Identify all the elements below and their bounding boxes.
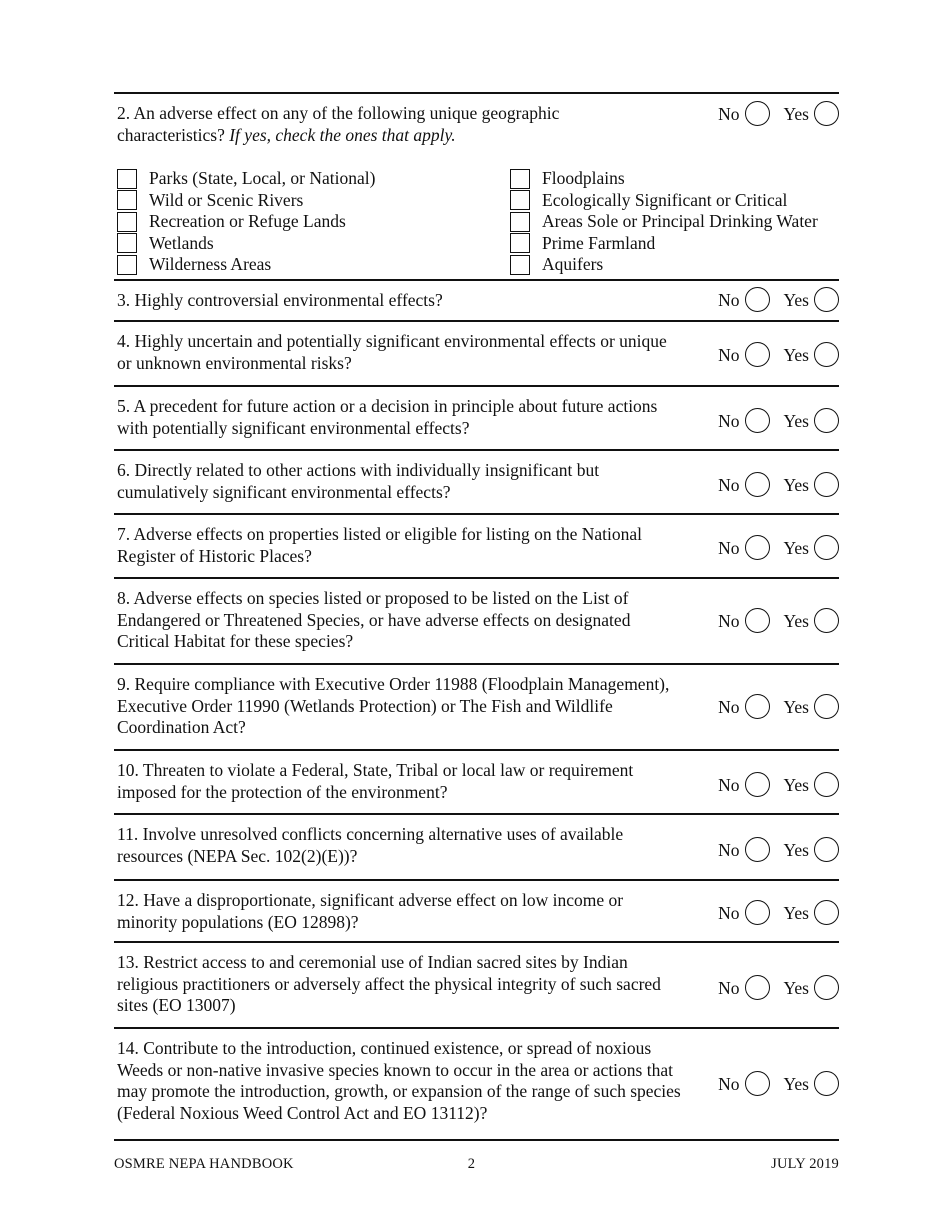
answer-group-13 [718,975,839,1000]
checkbox-list-left [117,168,375,276]
yes-radio[interactable] [814,772,839,797]
no-radio[interactable] [745,472,770,497]
answer-group-11 [718,837,839,862]
answer-group-5 [718,408,839,433]
checkbox-label: Wetlands [149,232,214,253]
footer-date: JULY 2019 [771,1156,839,1172]
no-label: No [718,289,740,310]
footer-handbook-title: OSMRE NEPA HANDBOOK [114,1156,294,1172]
question-text-6: 6. Directly related to other actions with individually insignificant but cumulatively significant environmental effects? [117,460,600,502]
answer-group-8 [718,608,839,633]
no-radio[interactable] [745,535,770,560]
question-text-10: 10. Threaten to violate a Federal, State, Tribal or local law or requirement imposed for the protection of the environment? [117,760,634,802]
question-text-5: 5. A precedent for future action or a decision in principle about future actions with potentially significant environmental effects? [117,396,658,438]
checkbox-list-right [510,168,818,276]
checkbox-item-drinking-water[interactable] [510,211,818,233]
question-row-9 [114,663,839,749]
yes-radio[interactable] [814,408,839,433]
checkbox-label: Wilderness Areas [149,254,272,275]
yes-radio[interactable] [814,837,839,862]
checkbox[interactable] [510,255,530,275]
question-row-10 [114,749,839,813]
checkbox-item-parks[interactable] [117,168,375,190]
question-row-7 [114,513,839,577]
checkbox[interactable] [510,212,530,232]
footer-page-number: 2 [467,1156,476,1172]
yes-label: Yes [783,696,809,717]
no-label: No [718,696,740,717]
yes-radio[interactable] [814,694,839,719]
yes-radio[interactable] [814,1071,839,1096]
checkbox[interactable] [117,169,137,189]
no-radio[interactable] [745,694,770,719]
no-label: No [718,977,740,998]
no-label: No [718,537,740,558]
yes-label: Yes [783,103,809,124]
yes-radio[interactable] [814,900,839,925]
no-label: No [718,410,740,431]
no-radio[interactable] [745,900,770,925]
answer-group-12 [718,900,839,925]
question-text-8: 8. Adverse effects on species listed or proposed to be listed on the List of Endangered or Threatened Species, or have adverse effects on designated Critical Habitat for these species? [117,588,631,651]
no-radio[interactable] [745,1071,770,1096]
no-radio[interactable] [745,101,770,126]
question-text-3: 3. Highly controversial environmental effects? [117,290,443,310]
no-radio[interactable] [745,342,770,367]
question-row-11 [114,813,839,879]
no-radio[interactable] [745,772,770,797]
yes-label: Yes [783,1073,809,1094]
yes-radio[interactable] [814,287,839,312]
question-row-4 [114,320,839,385]
no-radio[interactable] [745,287,770,312]
question-text-9: 9. Require compliance with Executive Order 11988 (Floodplain Management), Executive Order 11990 (Wetlands Protection) or The Fish and Wildlife Coordination Act? [117,674,670,737]
answer-group-6 [718,472,839,497]
question-row-12 [114,879,839,941]
no-label: No [718,1073,740,1094]
answer-group-3 [718,287,839,312]
question-text-12: 12. Have a disproportionate, significant adverse effect on low income or minority populations (EO 12898)? [117,890,624,932]
no-label: No [718,103,740,124]
yes-radio[interactable] [814,472,839,497]
question-row-13 [114,941,839,1027]
checkbox-item-rivers[interactable] [117,190,375,212]
yes-label: Yes [783,977,809,998]
question-text-4: 4. Highly uncertain and potentially significant environmental effects or unique or unknown environmental risks? [117,331,667,373]
no-label: No [718,474,740,495]
yes-label: Yes [783,474,809,495]
checkbox-item-wetlands[interactable] [117,233,375,255]
yes-label: Yes [783,839,809,860]
checkbox-label: Aquifers [542,254,604,275]
checkbox-item-aquifers[interactable] [510,254,818,276]
question-text-14: 14. Contribute to the introduction, continued existence, or spread of noxious Weeds or non-native invasive species known to occur in the area or actions that may promote the introduction, growth, or expansion of the range of such species (Federal Noxious Weed Control Act and EO 13112)? [117,1038,681,1123]
question-text-13: 13. Restrict access to and ceremonial use of Indian sacred sites by Indian religious practitioners or adversely affect the physical integrity of such sacred sites (EO 13007) [117,952,661,1015]
question-note-2: If yes, check the ones that apply. [229,124,456,145]
checkbox-label: Areas Sole or Principal Drinking Water [542,211,818,232]
checkbox-label: Floodplains [542,168,625,189]
answer-group-4 [718,342,839,367]
question-text-7: 7. Adverse effects on properties listed or eligible for listing on the National Register of Historic Places? [117,524,643,566]
checkbox-item-floodplains[interactable] [510,168,818,190]
question-row-8 [114,577,839,663]
question-row-5 [114,385,839,449]
answer-group-10 [718,772,839,797]
no-radio[interactable] [745,408,770,433]
no-radio[interactable] [745,975,770,1000]
no-label: No [718,774,740,795]
yes-label: Yes [783,902,809,923]
yes-label: Yes [783,774,809,795]
question-text-11: 11. Involve unresolved conflicts concerning alternative uses of available resources (NEPA Sec. 102(2)(E))? [117,824,624,866]
checkbox-label: Ecologically Significant or Critical [542,189,788,210]
checkbox[interactable] [117,190,137,210]
yes-radio[interactable] [814,342,839,367]
checkbox[interactable] [510,169,530,189]
no-radio[interactable] [745,608,770,633]
checkbox[interactable] [510,190,530,210]
environmental-checklist-form [114,92,839,1141]
yes-label: Yes [783,537,809,558]
yes-radio[interactable] [814,101,839,126]
question-row-6 [114,449,839,513]
checkbox-item-recreation[interactable] [117,211,375,233]
question-row-2 [114,92,839,279]
answer-group-9 [718,694,839,719]
checkbox[interactable] [117,233,137,253]
no-radio[interactable] [745,837,770,862]
yes-radio[interactable] [814,535,839,560]
question-text-2: 2. An adverse effect on any of the following unique geographic characteristics? If yes, check the ones that apply. [117,103,560,145]
checkbox-item-wilderness[interactable] [117,254,375,276]
answer-group-14 [718,1071,839,1096]
yes-label: Yes [783,344,809,365]
yes-radio[interactable] [814,975,839,1000]
checkbox[interactable] [510,233,530,253]
no-label: No [718,902,740,923]
answer-group-2 [718,101,839,126]
checkbox[interactable] [117,212,137,232]
checkbox[interactable] [117,255,137,275]
yes-label: Yes [783,610,809,631]
page-footer [114,1156,839,1174]
checkbox-label: Parks (State, Local, or National) [149,168,376,189]
question-row-3 [114,279,839,320]
yes-label: Yes [783,289,809,310]
question-row-14 [114,1027,839,1141]
checkbox-label: Prime Farmland [542,232,656,253]
no-label: No [718,839,740,860]
answer-group-7 [718,535,839,560]
no-label: No [718,610,740,631]
no-label: No [718,344,740,365]
checkbox-item-farmland[interactable] [510,233,818,255]
checkbox-label: Recreation or Refuge Lands [149,211,346,232]
yes-radio[interactable] [814,608,839,633]
checkbox-label: Wild or Scenic Rivers [149,189,304,210]
yes-label: Yes [783,410,809,431]
checkbox-item-ecological[interactable] [510,190,818,212]
